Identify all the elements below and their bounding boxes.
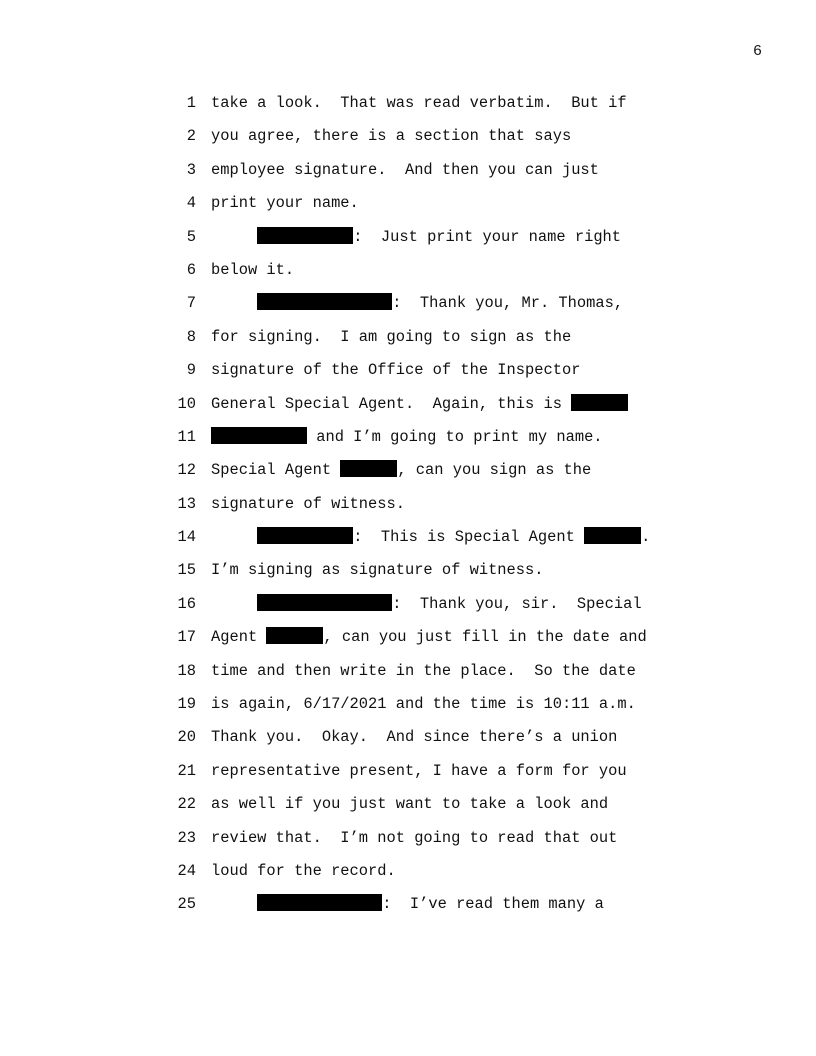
redaction-box: [257, 227, 353, 244]
text-segment: , can you sign as the: [397, 461, 592, 480]
line-text: [211, 289, 623, 317]
transcript-line: [0, 356, 816, 389]
line-number: 3: [186, 160, 196, 179]
transcript-line: [0, 790, 816, 823]
line-text: [211, 356, 580, 384]
line-text: [211, 490, 405, 518]
text-segment: you agree, there is a section that says: [211, 127, 572, 146]
text-segment: and I’m going to print my name.: [307, 427, 603, 446]
line-text: [211, 256, 294, 284]
line-text: [211, 657, 636, 685]
line-number: 6: [186, 260, 196, 279]
text-segment: Special Agent: [211, 461, 341, 480]
text-segment: [211, 895, 257, 913]
text-segment: signature of the Office of the Inspector: [211, 361, 581, 380]
text-segment: : I’ve read them many a: [382, 895, 604, 914]
transcript-line: [0, 89, 816, 122]
redaction-box: [266, 627, 323, 644]
line-number: 19: [177, 695, 196, 714]
transcript-body: [0, 89, 816, 924]
text-segment: [211, 595, 257, 613]
transcript-line: [0, 824, 816, 857]
text-segment: .: [641, 528, 651, 547]
line-number: 2: [186, 127, 196, 146]
line-text: [211, 857, 396, 885]
transcript-line: [0, 289, 816, 322]
line-text: [211, 556, 544, 584]
text-segment: Agent: [211, 628, 267, 647]
transcript-line: [0, 122, 816, 155]
transcript-line: [0, 490, 816, 523]
transcript-line: [0, 223, 816, 256]
transcript-line: [0, 623, 816, 656]
line-number: 25: [177, 895, 196, 914]
text-segment: as well if you just want to take a look and: [211, 795, 609, 814]
transcript-line: [0, 857, 816, 890]
line-number: 11: [177, 427, 196, 446]
text-segment: [211, 528, 257, 546]
line-number: 22: [177, 795, 196, 814]
text-segment: for signing. I am going to sign as the: [211, 327, 572, 346]
line-text: [211, 723, 617, 751]
line-number: 18: [177, 661, 196, 680]
transcript-line: [0, 256, 816, 289]
transcript-line: [0, 189, 816, 222]
transcript-line: [0, 690, 816, 723]
line-text: [211, 757, 627, 785]
line-text: [211, 456, 591, 484]
text-segment: : This is Special Agent: [353, 528, 585, 547]
line-text: [211, 790, 608, 818]
line-text: [211, 156, 599, 184]
line-text: [211, 390, 628, 418]
line-text: [211, 89, 627, 117]
line-text: [211, 523, 650, 551]
line-number: 13: [177, 494, 196, 513]
transcript-line: [0, 423, 816, 456]
line-text: [211, 824, 617, 852]
line-number: 21: [177, 761, 196, 780]
transcript-line: [0, 456, 816, 489]
line-number: 17: [177, 628, 196, 647]
line-text: [211, 223, 621, 251]
line-number: 7: [186, 294, 196, 313]
text-segment: Thank you. Okay. And since there’s a union: [211, 728, 618, 747]
redaction-box: [257, 293, 392, 310]
line-number: 14: [177, 528, 196, 547]
redaction-box: [584, 527, 641, 544]
line-text: [211, 690, 636, 718]
text-segment: [211, 294, 257, 312]
text-segment: take a look. That was read verbatim. But if: [211, 94, 627, 112]
page-number: 6: [752, 43, 762, 60]
text-segment: review that. I’m not going to read that out: [211, 828, 618, 847]
transcript-line: [0, 156, 816, 189]
line-text: [211, 423, 603, 451]
text-segment: , can you just fill in the date and: [323, 628, 647, 647]
redaction-box: [340, 460, 397, 477]
line-text: [211, 189, 359, 217]
transcript-line: [0, 556, 816, 589]
text-segment: is again, 6/17/2021 and the time is 10:11 a.m.: [211, 695, 636, 714]
text-segment: print your name.: [211, 194, 359, 213]
text-segment: employee signature. And then you can just: [211, 160, 599, 179]
redaction-box: [257, 594, 392, 611]
transcript-line: [0, 890, 816, 923]
text-segment: General Special Agent. Again, this is: [211, 394, 572, 413]
line-number: 10: [177, 394, 196, 413]
line-text: [211, 590, 642, 618]
line-text: [211, 890, 604, 918]
line-text: [211, 323, 571, 351]
line-number: 16: [177, 594, 196, 613]
text-segment: : Thank you, sir. Special: [392, 594, 642, 613]
redaction-box: [257, 894, 382, 911]
redaction-box: [257, 527, 353, 544]
text-segment: [211, 228, 257, 246]
text-segment: loud for the record.: [211, 861, 396, 880]
transcript-line: [0, 523, 816, 556]
text-segment: time and then write in the place. So the date: [211, 661, 636, 680]
line-number: 8: [186, 327, 196, 346]
line-number: 23: [177, 828, 196, 847]
line-text: [211, 623, 647, 651]
transcript-line: [0, 723, 816, 756]
transcript-line: [0, 590, 816, 623]
line-text: [211, 122, 571, 150]
line-number: 20: [177, 728, 196, 747]
line-number: 24: [177, 861, 196, 880]
text-segment: : Thank you, Mr. Thomas,: [392, 294, 624, 313]
text-segment: representative present, I have a form for you: [211, 761, 627, 780]
redaction-box: [571, 394, 628, 411]
line-number: 1: [186, 94, 196, 112]
text-segment: I’m signing as signature of witness.: [211, 561, 544, 580]
text-segment: : Just print your name right: [353, 227, 622, 246]
line-number: 15: [177, 561, 196, 580]
redaction-box: [211, 427, 307, 444]
line-number: 9: [186, 361, 196, 380]
transcript-line: [0, 657, 816, 690]
line-number: 4: [186, 194, 196, 213]
transcript-line: [0, 323, 816, 356]
text-segment: signature of witness.: [211, 494, 405, 513]
line-number: 12: [177, 461, 196, 480]
transcript-line: [0, 757, 816, 790]
line-number: 5: [186, 227, 196, 246]
transcript-line: [0, 390, 816, 423]
text-segment: below it.: [211, 260, 295, 279]
